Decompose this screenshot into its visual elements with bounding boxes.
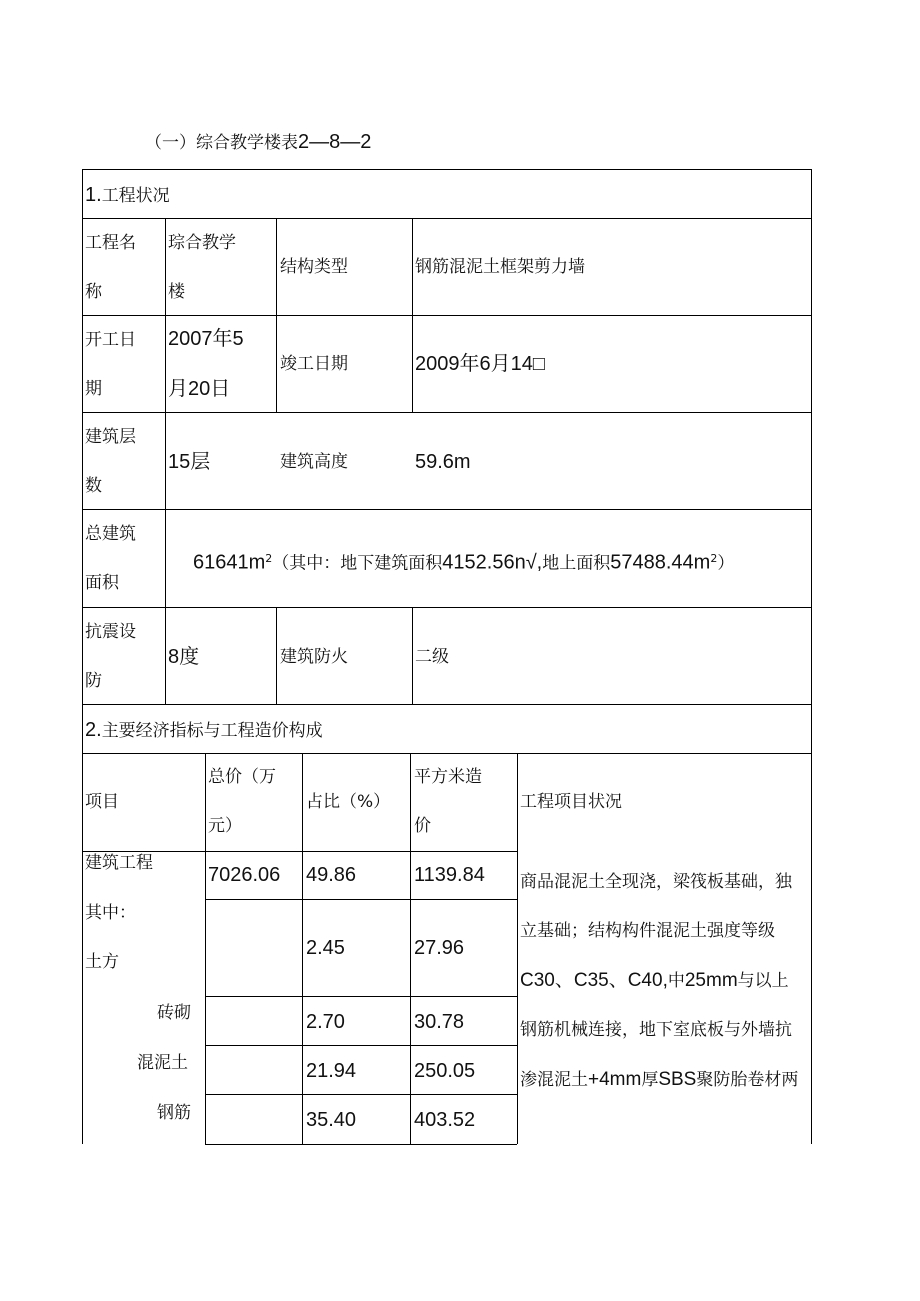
row-steel-sqm: 403.52	[414, 1109, 476, 1131]
row-earthwork-ratio: 2.45	[306, 937, 345, 959]
value-start-date-1: 2007年5	[168, 328, 244, 350]
label-seismic: 抗震设 防	[85, 622, 136, 691]
row-building-ratio: 49.86	[306, 864, 357, 886]
label-end-date: 竣工日期	[280, 354, 348, 374]
row-earthwork-item: 其中： 土方	[85, 903, 136, 972]
header-sqm: 平方米造 价	[414, 767, 482, 836]
section1-heading: 1.工程状况	[85, 184, 170, 206]
label-height: 建筑高度	[280, 452, 348, 472]
project-status-description: 商品混泥土全现浇，梁筏板基础，独立基础；结构构件混泥土强度等级C30、C35、C40,中25mm与以上钢筋机械连接，地下室底板与外墙抗渗混泥土+4mm厚SBS聚防胎卷材两	[520, 872, 799, 1090]
value-seismic: 8度	[168, 646, 200, 668]
value-height: 59.6m	[415, 451, 471, 473]
row-building-item: 建筑工程	[85, 853, 153, 873]
label-fire: 建筑防火	[280, 647, 348, 667]
header-status: 工程项目状况	[520, 792, 622, 812]
value-fire: 二级	[415, 647, 449, 667]
title-code: 2—8—2	[298, 131, 372, 153]
value-floors: 15层	[168, 451, 211, 473]
row-concrete-sqm: 250.05	[414, 1060, 476, 1082]
value-end-date: 2009年6月14□	[415, 353, 545, 375]
label-project-name: 工程名 称	[85, 233, 136, 302]
value-structure-type: 钢筋混泥土框架剪力墙	[415, 257, 585, 277]
value-project-name: 琮合教学 楼	[168, 233, 236, 302]
row-steel-item: 钢筋	[157, 1103, 191, 1123]
row-earthwork-sqm: 27.96	[414, 937, 465, 959]
label-total-area: 总建筑 面积	[85, 524, 136, 593]
row-building-total: 7026.06	[208, 864, 281, 886]
row-concrete-ratio: 21.94	[306, 1060, 357, 1082]
row-building-sqm: 1139.84	[414, 864, 485, 886]
value-total-area: $61641m^2$（其中：地下建筑面积4152.56n√,地上面积$57488.44m^2$）	[193, 551, 735, 574]
label-structure-type: 结构类型	[280, 257, 348, 277]
row-concrete-item: 混泥土	[137, 1053, 188, 1073]
label-floors: 建筑层 数	[85, 427, 136, 496]
row-masonry-item: 砖砌	[157, 1003, 191, 1023]
document-title	[145, 128, 371, 154]
label-start-date: 开工日 期	[85, 330, 136, 399]
value-start-date-2: 月20日	[168, 378, 231, 400]
row-masonry-sqm: 30.78	[414, 1011, 465, 1033]
row-steel-ratio: 35.40	[306, 1109, 357, 1131]
section2-heading: 2.主要经济指标与工程造价构成	[85, 719, 323, 741]
header-ratio: 占比（%）	[306, 792, 391, 812]
header-total: 总价（万 元）	[208, 767, 276, 836]
title-prefix: （一）综合教学楼表	[145, 133, 298, 153]
row-masonry-ratio: 2.70	[306, 1011, 345, 1033]
header-item: 项目	[85, 792, 119, 812]
